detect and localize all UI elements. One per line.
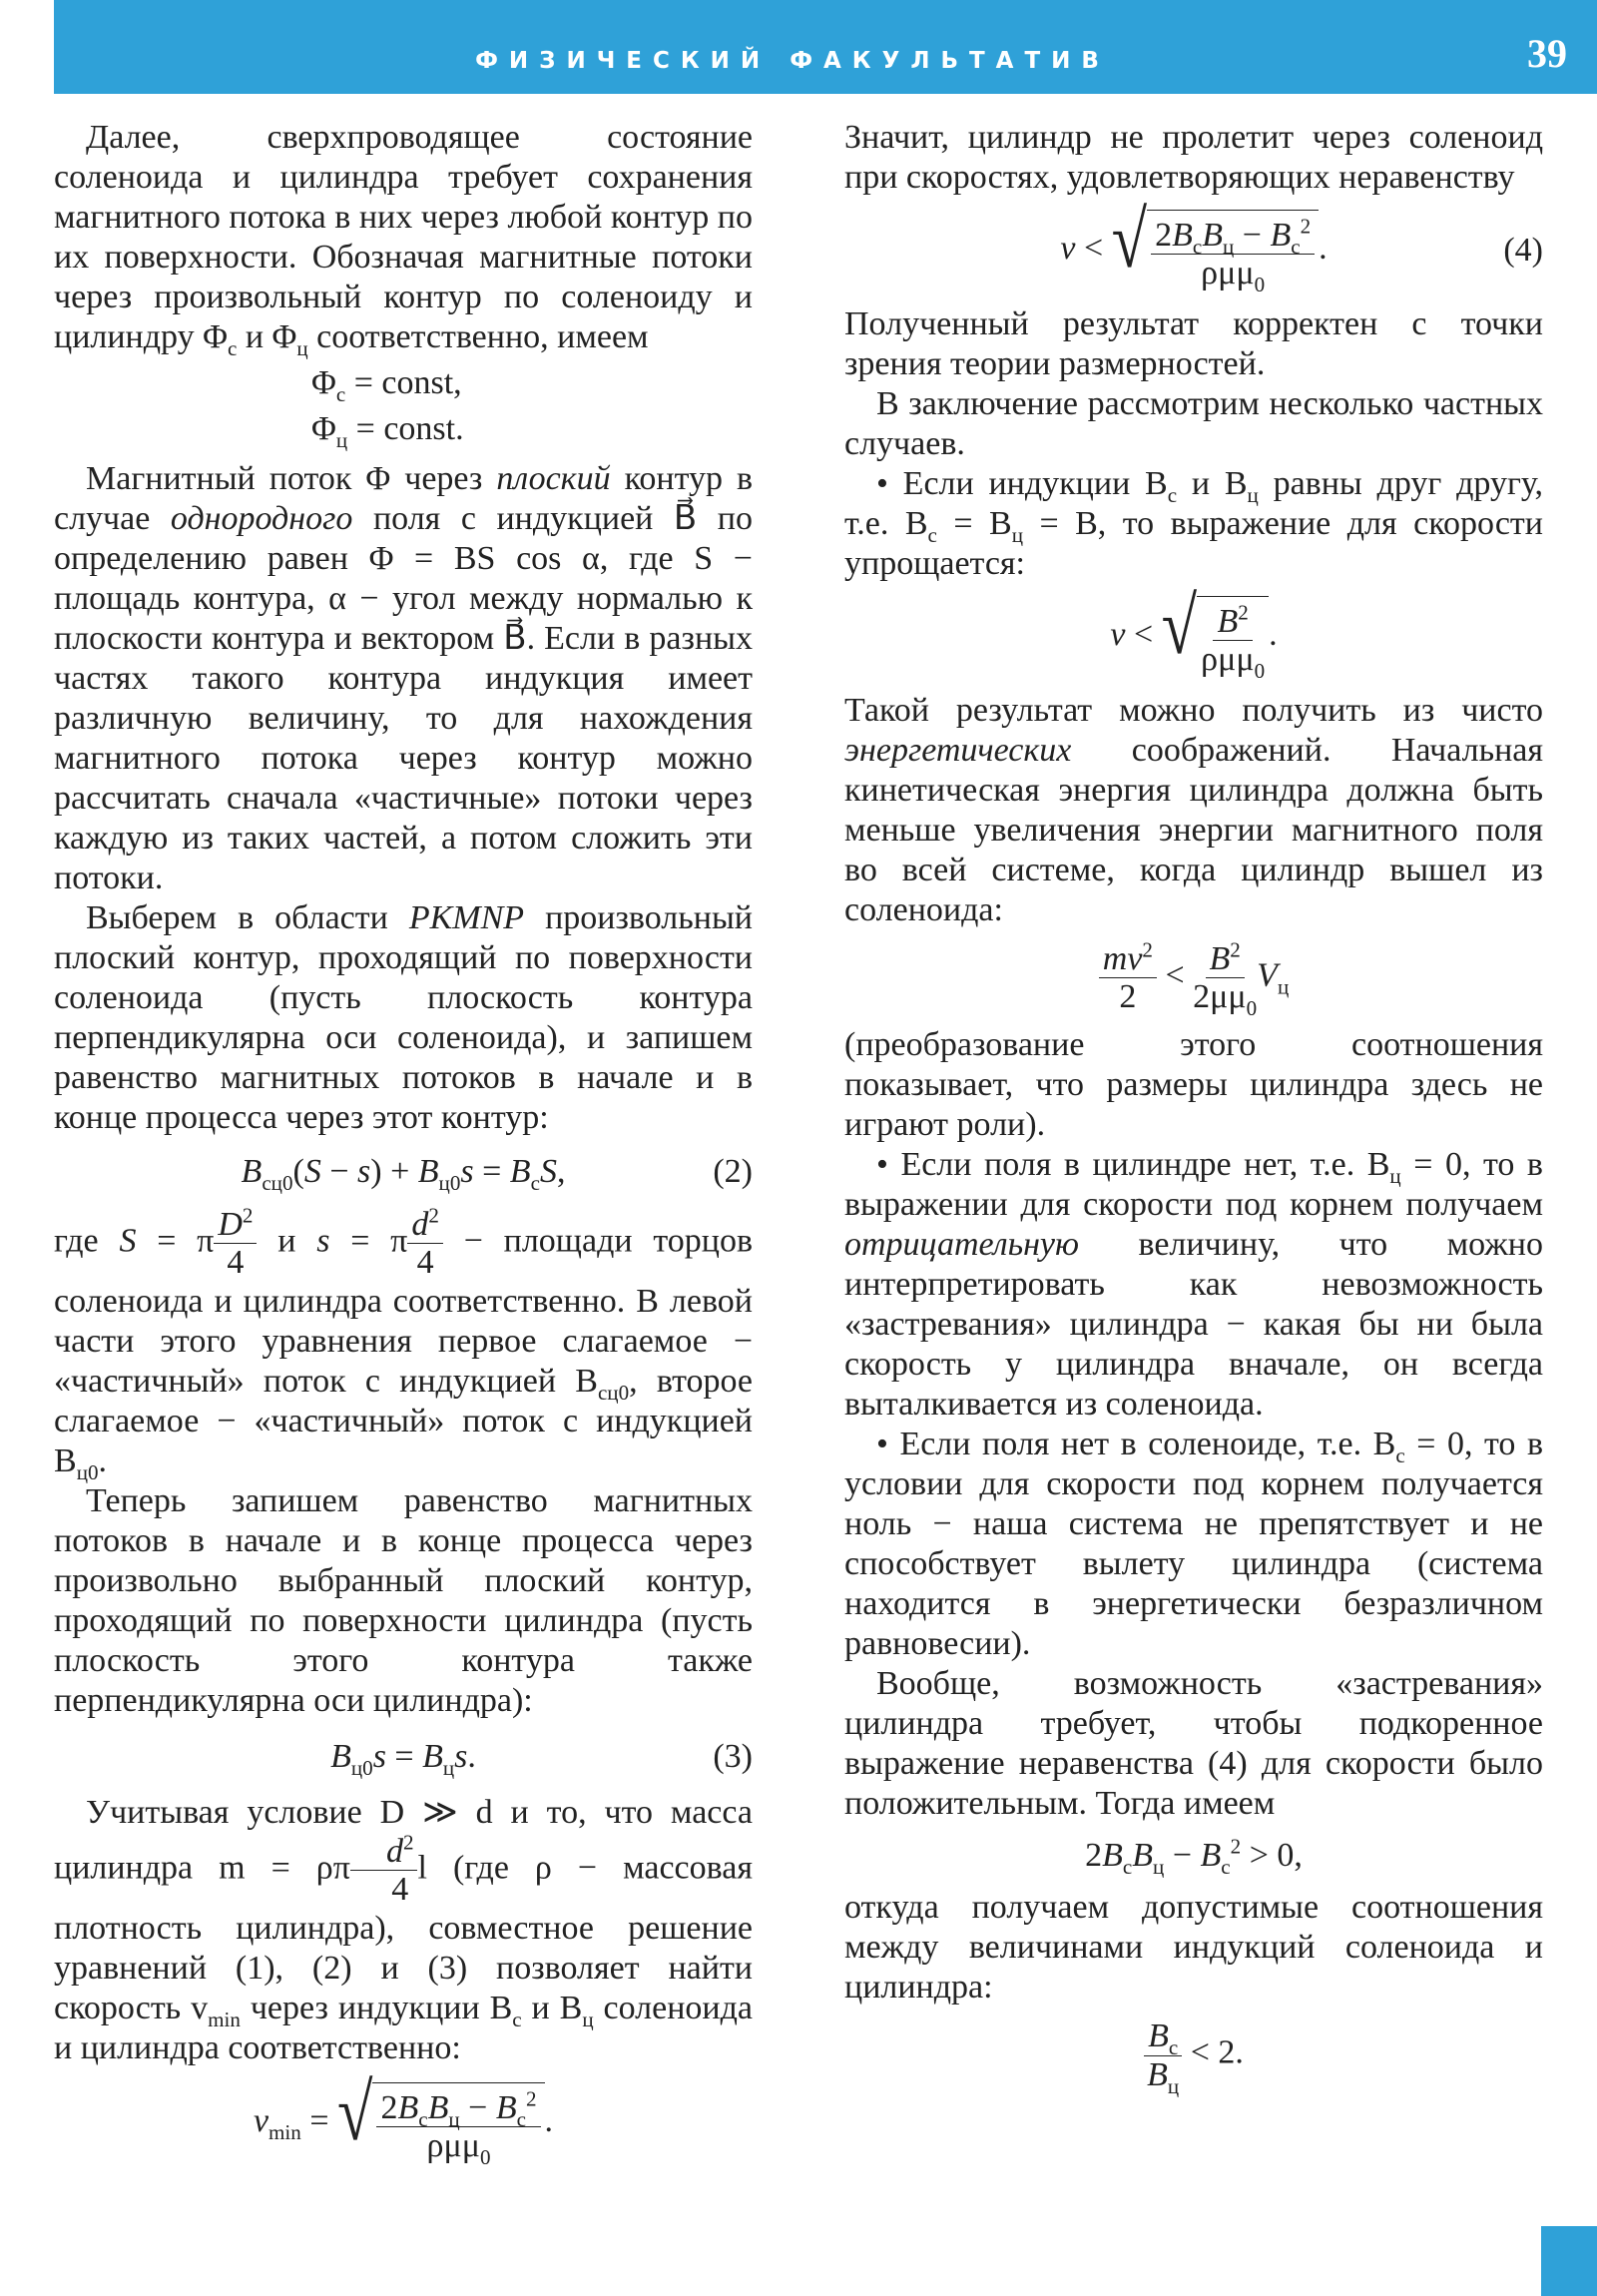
paragraph: Полученный результат корректен с точки зрения теории размерностей. <box>844 304 1543 382</box>
paragraph: В заключение рассмотрим несколько частных случаев. <box>844 384 1543 462</box>
paragraph: Такой результат можно получить из чисто энергетических соображений. Начальная кинетическая энергия цилиндра должна быть меньше увеличения энергии магнитного поля во всей системе, когда цилиндр вышел из соленоида: <box>844 691 1543 928</box>
equation-condition: $2B_сB_ц - B_с^2 > 0$, <box>1085 1835 1303 1880</box>
paragraph: Магнитный поток Φ через плоский контур в случае однородного поля с индукцией B⃗ по определению равен Φ = BS cos α, где S − площадь контура, α − угол между нормалью к плоскости контура и вектором B⃗. Если в разных частях такого контура индукция имеет различную величину, то для нахождения магнитного потока через контур можно рассчитать сначала «частичные» потоки через каждую из таких частей, а потом сложить эти потоки. <box>54 460 754 896</box>
page-number: 39 <box>1527 31 1567 76</box>
equation-4: v < √ $\frac{2B_сB_ц - B_с^2}{\rho\mu\mu_0}$ . (4) <box>1060 194 1543 297</box>
paragraph: (преобразование этого соотношения показывает, что размеры цилиндра здесь не играют роли). <box>844 1026 1543 1144</box>
paragraph: Вообще, возможность «застревания» цилиндра требует, чтобы подкоренное выражение неравенства (4) для скорости было положительным. Тогда имеем <box>844 1665 1543 1823</box>
equation-3: $B_{ц0}s = B_цs$. (3) <box>330 1737 753 1780</box>
paragraph: • Если индукции $B_с$ и $B_ц$ равны друг другу, т.е. $B_с = B_ц = B$, то выражение для скорости упрощается: <box>844 464 1544 582</box>
paragraph: Значит, цилиндр не пролетит через соленоид при скоростях, удовлетворяющих неравенству <box>844 119 1543 196</box>
equation-2: $B_{сц0}(S - s) + B_{ц0}s = B_сS$, (2) <box>241 1153 753 1195</box>
page-header <box>54 0 1597 94</box>
equation-energy: $\frac{mv^2}{2}$ < $\frac{B^2}{2\mu\mu_0}$ $V_ц$ <box>844 940 1543 1016</box>
paragraph: Учитывая условие D ≫ d и то, что масса цилиндра m = ρπ $\frac{d^2}{4}$ l (где ρ − массовая плотность цилиндра), совместное решение уравнений (1), (2) и (3) позволяет найти скорость $v_{min}$ через индукции $B_с$ и $B_ц$ соленоида и цилиндра соответственно: <box>54 1793 754 2066</box>
equation-vmin: $v_{min}$ = √ $\frac{2B_сB_ц - B_с^2}{\rho\mu\mu_0}$ . <box>253 2066 554 2169</box>
equation-ratio: $\frac{B_с}{B_ц}$ < 2. <box>844 2017 1543 2093</box>
equation-1: $\Phi_с$ = const, <box>311 364 462 406</box>
paragraph: откуда получаем допустимые соотношения между величинами индукций соленоида и цилиндра: <box>844 1889 1543 2007</box>
left-column <box>54 118 753 2178</box>
equation-simplified: v < √ $\frac{B^2}{\rho\mu\mu_0}$ . <box>1110 580 1278 683</box>
paragraph: Теперь запишем равенство магнитных потоков в начале и в конце процесса через произвольно выбранный плоский контур, проходящий по поверхности цилиндра (пусть плоскость этого контура также перпендикулярна оси цилиндра): <box>54 1481 753 1719</box>
paragraph: • Если поля в цилиндре нет, т.е. $B_ц = 0$, то в выражении для скорости под корнем получаем отрицательную величину, что можно интерпретировать как невозможность «застревания» цилиндра − какая бы ни была скорость у цилиндра вначале, он всегда выталкивается из соленоида. <box>844 1146 1543 1424</box>
paragraph: Выберем в области PKMNP произвольный плоский контур, проходящий по поверхности соленоида (пусть плоскость контура перпендикулярна оси соленоида), и запишем равенство магнитных потоков в начале и в конце процесса через этот контур: <box>54 899 754 1136</box>
equation-1b: $\Phi_ц$ = const. <box>311 410 464 452</box>
paragraph: Далее, сверхпроводящее состояние соленоида и цилиндра требует сохранения магнитного потока в них через любой контур по их поверхности. Обозначая магнитные потоки через произвольный контур по соленоиду и цилиндру $\Phi_с$ и $\Phi_ц$ соответственно, имеем <box>54 119 753 360</box>
paragraph: • Если поля нет в соленоиде, т.е. $B_с = 0$, то в условии для скорости под корнем получается ноль − наша система не препятствует и не способствует вылету цилиндра (система находится в энергетически безразличном равновесии). <box>844 1426 1543 1663</box>
paragraph: где S = π $\frac{D^2}{4}$ и s = π $\frac{d^2}{4}$ − площади торцов соленоида и цилиндра соответственно. В левой части этого уравнения первое слагаемое − «частичный» поток с индукцией $B_{сц0}$, второе слагаемое − «частичный» поток с индукцией $B_{ц0}$. <box>54 1203 754 1484</box>
page-corner-tab <box>1541 2226 1597 2296</box>
right-column <box>844 118 1543 2103</box>
journal-section-title: ФИЗИЧЕСКИЙ ФАКУЛЬТАТИВ <box>475 48 1110 74</box>
